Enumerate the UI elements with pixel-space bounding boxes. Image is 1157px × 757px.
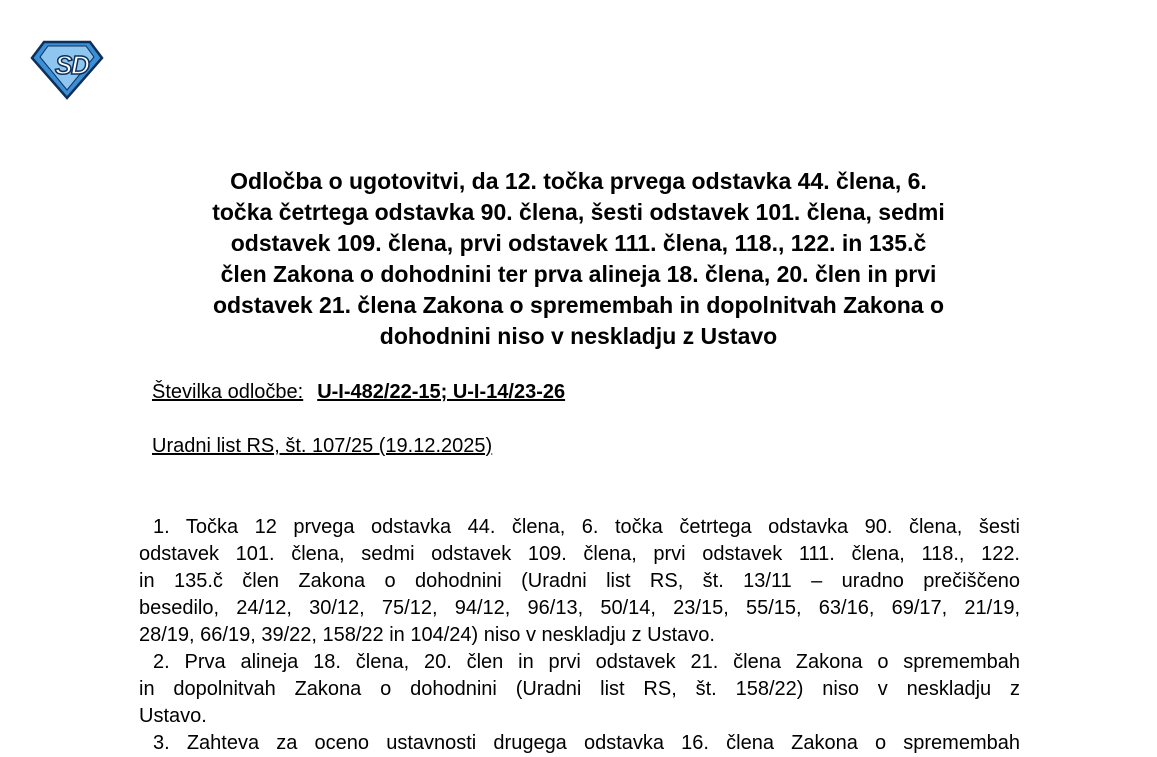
paragraph-line: in 135.č člen Zakona o dohodnini (Uradni list RS, št. 13/11 – uradno prečiščeno	[139, 570, 1020, 592]
title-line: odstavek 21. člena Zakona o spremembah in dopolnitvah Zakona o	[212, 292, 945, 318]
title-line: člen Zakona o dohodnini ter prva alineja 18. člena, 20. člen in prvi	[220, 261, 937, 287]
svg-text:D: D	[71, 50, 90, 80]
title-line: točka četrtega odstavka 90. člena, šesti odstavek 101. člena, sedmi	[212, 199, 945, 225]
paragraph-line: Ustavo.	[139, 705, 207, 727]
paragraph-line: 3. Zahteva za oceno ustavnosti drugega odstavka 16. člena Zakona o spremembah	[153, 732, 1020, 754]
decision-number-value: U-I-482/22-15; U-I-14/23-26	[317, 381, 566, 403]
paragraph-line: 2. Prva alineja 18. člena, 20. člen in prvi odstavek 21. člena Zakona o spremembah	[153, 651, 1020, 673]
decision-body	[139, 514, 1020, 757]
decision-number-label: Številka odločbe:	[152, 381, 304, 403]
paragraph-2	[139, 649, 1020, 730]
paragraph-3	[139, 730, 1020, 757]
court-diamond-logo-icon	[30, 40, 104, 100]
decision-title	[130, 166, 1027, 352]
title-line: odstavek 109. člena, prvi odstavek 111. člena, 118., 122. in 135.č	[230, 230, 927, 256]
paragraph-line: 1. Točka 12 prvega odstavka 44. člena, 6. točka četrtega odstavka 90. člena, šesti	[153, 516, 1020, 538]
title-line: dohodnini niso v neskladju z Ustavo	[379, 323, 778, 349]
svg-text:S: S	[55, 50, 73, 80]
paragraph-line: odstavek 101. člena, sedmi odstavek 109. člena, prvi odstavek 111. člena, 118., 122.	[139, 543, 1020, 565]
paragraph-line: 28/19, 66/19, 39/22, 158/22 in 104/24) niso v neskladju z Ustavo.	[139, 624, 715, 646]
title-line: Odločba o ugotovitvi, da 12. točka prvega odstavka 44. člena, 6.	[230, 168, 927, 194]
paragraph-1	[139, 514, 1020, 649]
court-logo	[30, 40, 104, 100]
decision-number	[152, 380, 565, 404]
official-gazette-reference: Uradni list RS, št. 107/25 (19.12.2025)	[152, 435, 493, 457]
paragraph-line: in dopolnitvah Zakona o dohodnini (Uradni list RS, št. 158/22) niso v neskladju z	[139, 678, 1020, 700]
paragraph-line: besedilo, 24/12, 30/12, 75/12, 94/12, 96/13, 50/14, 23/15, 55/15, 63/16, 69/17, 21/19,	[139, 597, 1020, 619]
